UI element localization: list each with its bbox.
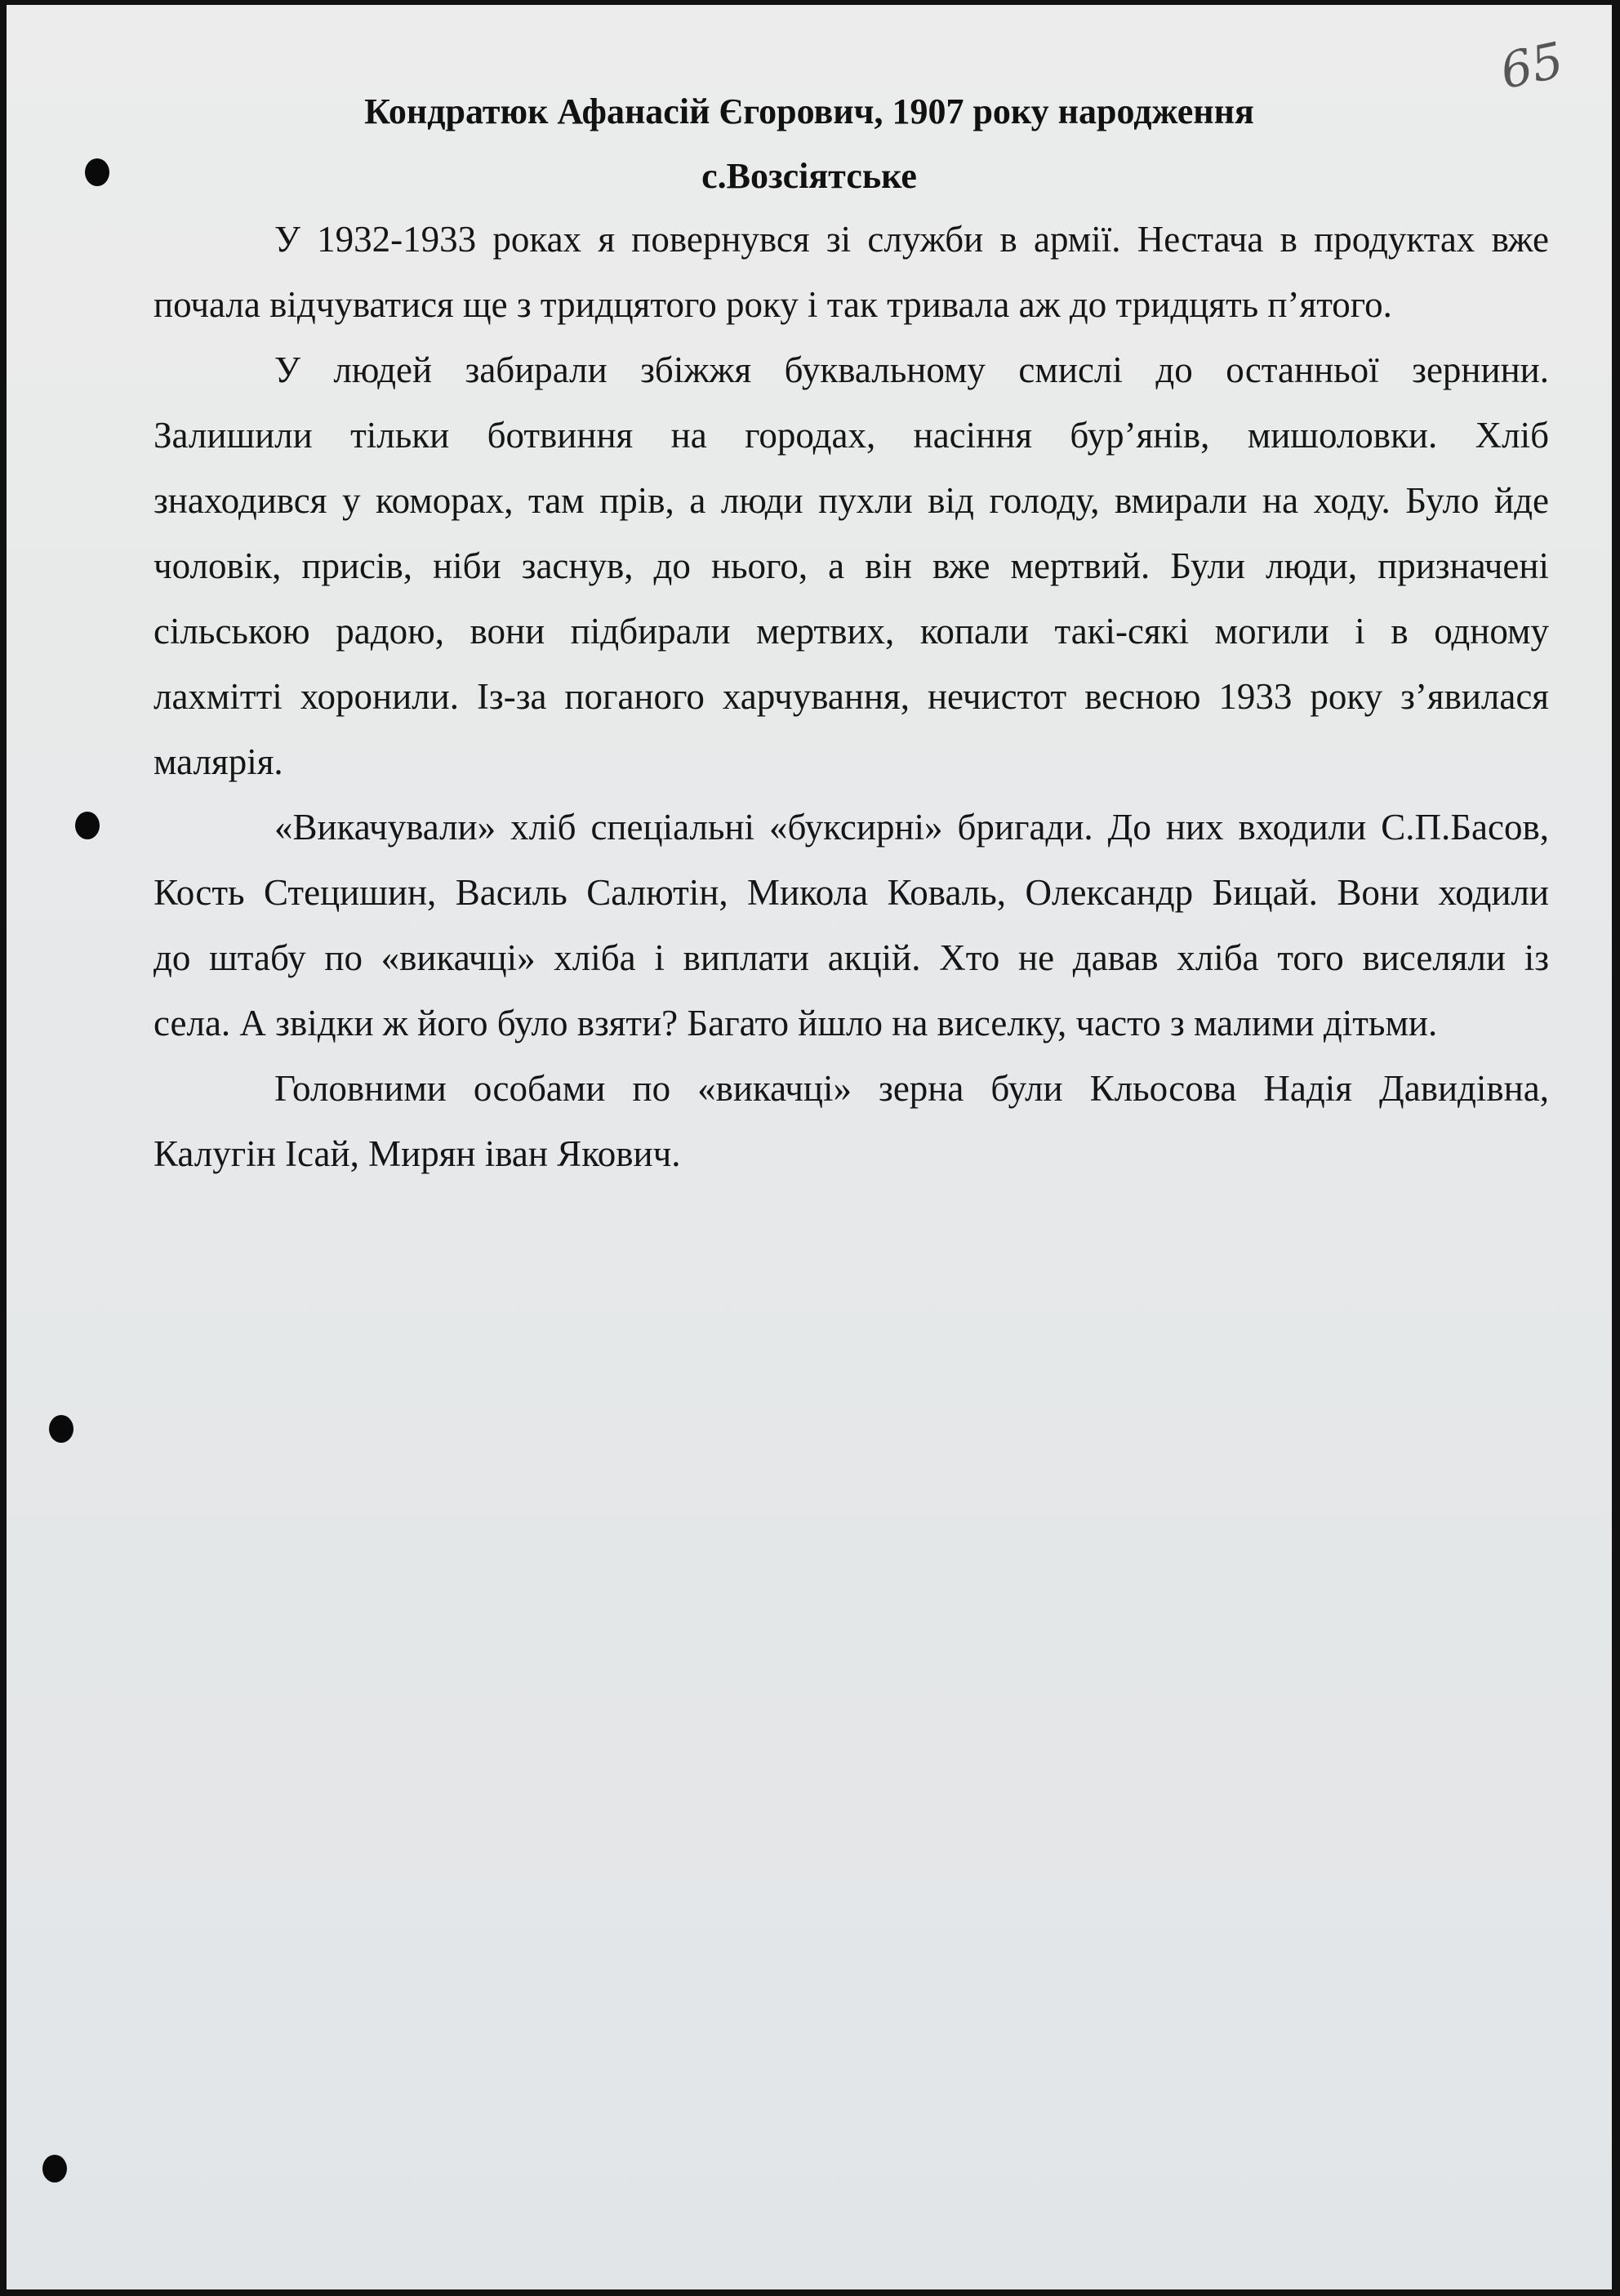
text-line: знаходився у коморах, там прів, а люди пухли від голоду, вмирали на ходу. Було йде [154,480,1549,521]
document-body [154,207,1549,1186]
paragraph [154,1056,1549,1186]
document-title: Кондратюк Афанасій Єгорович, 1907 року народження [364,91,1254,131]
document-page [7,5,1612,2289]
handwritten-page-number: 65 [1495,31,1569,101]
text-line: У 1932-1933 роках я повернувся зі служби в армії. Нестача в продуктах вже [274,219,1549,260]
text-line: до штабу по «викачці» хліба і виплати акцій. Хто не давав хліба того виселяли із [154,937,1549,978]
text-line: Головними особами по «викачці» зерна були Кльосова Надія Давидівна, [274,1068,1549,1109]
punch-hole [42,2155,67,2183]
text-line: чоловік, присів, ніби заснув, до нього, а він вже мертвий. Були люди, призначені [154,545,1549,586]
text-line: У людей забирали збіжжя буквальному смислі до останньої зернини. [274,349,1549,390]
text-line: лахмітті хоронили. Із-за поганого харчування, нечистот весною 1933 року з’явилася [154,676,1549,717]
document-subtitle: с.Возсіятське [701,156,917,196]
text-line: села. А звідки ж його було взяти? Багато йшло на виселку, часто з малими дітьми. [154,1003,1438,1043]
text-line: сільською радою, вони підбирали мертвих, копали такі-сякі могили і в одному [154,611,1549,652]
paragraph [154,337,1549,794]
text-line: почала відчуватися ще з тридцятого року і так тривала аж до тридцять п’ятого. [154,284,1392,325]
punch-hole [75,812,100,839]
text-line: Залишили тільки ботвиння на городах, насіння бур’янів, мишоловки. Хліб [154,415,1549,456]
text-line: «Викачували» хліб спеціальні «буксирні» бригади. До них входили С.П.Басов, [274,807,1549,848]
paragraph [154,794,1549,1056]
text-line: Кость Стецишин, Василь Салютін, Микола Коваль, Олександр Бицай. Вони ходили [154,872,1549,913]
text-line: малярія. [154,741,283,782]
punch-hole [49,1415,73,1443]
paragraph [154,207,1549,337]
text-line: Калугін Ісай, Мирян іван Якович. [154,1133,681,1174]
